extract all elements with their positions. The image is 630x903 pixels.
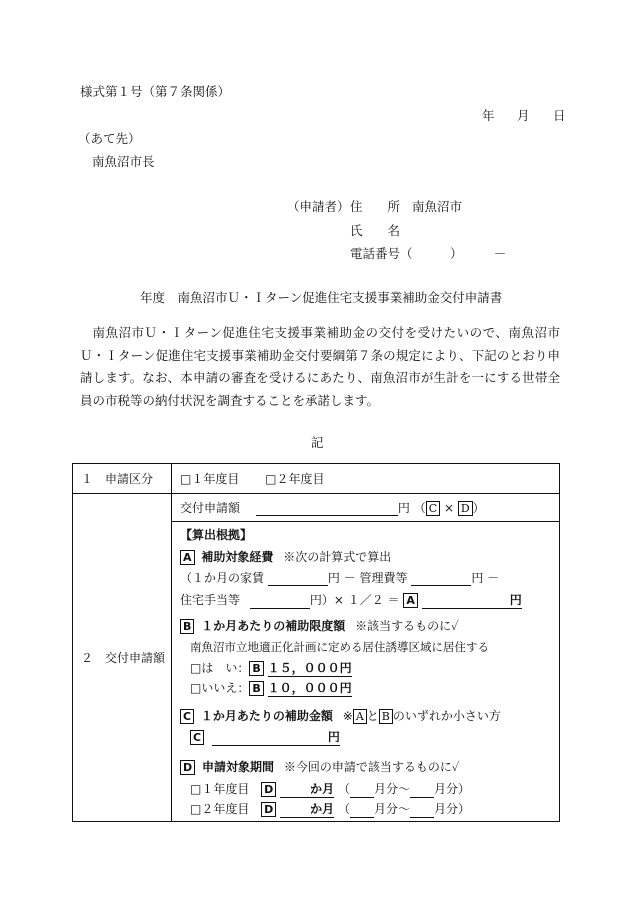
section-d-title: 申請対象期間 xyxy=(201,760,274,774)
a-result-box: A xyxy=(403,593,418,608)
address-label: 住 所 xyxy=(350,199,401,214)
formula-close: ） xyxy=(472,501,485,515)
b-yes-box: B xyxy=(249,661,263,676)
b-no-box: B xyxy=(249,681,263,696)
section-d-letter: D xyxy=(180,760,195,775)
formula-c-box: C xyxy=(426,501,440,516)
basis-cell xyxy=(172,522,560,822)
date-month: 月 xyxy=(517,108,530,123)
request-amount-blank[interactable] xyxy=(256,503,398,516)
date-day: 日 xyxy=(553,108,566,123)
line2-formula: 円）× １／２ ＝ xyxy=(309,593,400,607)
section-c-note-to: と xyxy=(366,709,379,723)
d-year2-months[interactable]: か月 xyxy=(280,800,334,818)
d-year1-from[interactable] xyxy=(350,785,374,798)
d-year1-open: （ xyxy=(337,782,350,796)
d-year1-months[interactable]: か月 xyxy=(280,780,334,798)
option-yes[interactable]: □は い： xyxy=(190,661,250,675)
d-year1-label[interactable]: □１年度目 xyxy=(190,782,250,796)
addressee-label: （あて先） xyxy=(78,131,141,146)
basis-heading: 【算出根拠】 xyxy=(180,528,253,542)
d-year2-mid: 月分～ xyxy=(373,802,410,816)
d-year1-mid: 月分～ xyxy=(373,782,410,796)
c-result-blank[interactable]: 円 xyxy=(212,728,340,746)
section-b-title: １か月あたりの補助限度額 xyxy=(201,619,346,633)
section-b-desc: 南魚沼市立地適正化計画に定める居住誘導区域に居住する xyxy=(190,640,489,654)
b-yes-amount: １５，０００円 xyxy=(267,661,352,675)
line1-end: 円 － xyxy=(471,571,500,585)
d-year2-close: 月分） xyxy=(434,802,471,816)
allowance-label: 住宅手当等 xyxy=(180,593,241,607)
d-year2-box: D xyxy=(261,802,276,817)
section-c-title: １か月あたりの補助金額 xyxy=(200,709,333,723)
section-c-letter: C xyxy=(180,709,194,724)
d-year2-label[interactable]: □２年度目 xyxy=(190,802,250,816)
rent-blank[interactable] xyxy=(268,573,328,586)
row1-label-cell xyxy=(73,464,172,494)
allowance-blank[interactable] xyxy=(250,596,310,609)
d-year1-close: 月分） xyxy=(434,782,471,796)
section-b-note: ※該当するものに✓ xyxy=(355,619,459,633)
formula-open: （ xyxy=(413,501,426,515)
d-year1-box: D xyxy=(261,782,276,797)
request-amount-label: 交付申請額 xyxy=(180,501,241,515)
section-a-letter: A xyxy=(180,550,195,565)
section-d-note: ※今回の申請で該当するものに✓ xyxy=(283,760,460,774)
c-result-box: C xyxy=(190,730,204,745)
phone-label: 電話番号（ ） － xyxy=(350,246,507,261)
section-c-note-prefix: ※ xyxy=(342,709,353,723)
row2-label-cell xyxy=(73,494,172,822)
date-year: 年 xyxy=(482,108,495,123)
name-label: 氏 名 xyxy=(350,223,401,238)
d-year1-to[interactable] xyxy=(410,785,434,798)
formula-d-box: D xyxy=(458,501,473,516)
option-no[interactable]: □いいえ： xyxy=(190,681,250,695)
option-year2[interactable]: □２年度目 xyxy=(265,472,325,486)
b-no-amount: １０，０００円 xyxy=(267,681,352,695)
application-table xyxy=(72,463,560,822)
d-year2-open: （ xyxy=(337,802,350,816)
row2-label: ２ 交付申請額 xyxy=(81,651,166,665)
section-a-title: 補助対象経費 xyxy=(201,550,274,564)
section-a-note: ※次の計算式で算出 xyxy=(283,550,392,564)
row1-label: １ 申請区分 xyxy=(81,472,154,486)
a-result-blank[interactable]: 円 xyxy=(422,591,522,609)
option-year1[interactable]: □１年度目 xyxy=(180,472,240,486)
formula-times: × xyxy=(443,501,455,515)
addressee: 南魚沼市長 xyxy=(92,154,155,169)
section-c-note-suffix: のいずれか小さい方 xyxy=(392,709,501,723)
row1-options-cell xyxy=(172,464,560,494)
ki-mark: 記 xyxy=(311,435,324,450)
document-title: 年度 南魚沼市Ｕ・Ｉターン促進住宅支援事業補助金交付申請書 xyxy=(140,290,503,305)
d-year2-from[interactable] xyxy=(350,805,374,818)
section-c-note-b: B xyxy=(379,709,393,724)
section-c-note-a: A xyxy=(353,709,367,724)
body-paragraph: 南魚沼市Ｕ・Ｉターン促進住宅支援事業補助金の交付を受けたいので、南魚沼市Ｕ・Ｉターン促進住宅支援事業補助金交付要綱第７条の規定により、下記のとおり申請します。なお、本申請の審査を受けるにあたり、南魚沼市が生計を一にする世帯全員の市税等の納付状況を調査することを承諾します。 xyxy=(80,325,560,408)
request-amount-yen: 円 xyxy=(397,501,410,515)
form-number: 様式第１号（第７条関係） xyxy=(80,84,231,99)
management-label: 円 － 管理費等 xyxy=(327,571,408,585)
section-b-letter: B xyxy=(180,619,194,634)
address-value: 南魚沼市 xyxy=(412,199,463,214)
applicant-label: （申請者） xyxy=(287,199,350,214)
rent-label: （１か月の家賃 xyxy=(180,571,265,585)
request-amount-cell xyxy=(172,494,560,522)
d-year2-to[interactable] xyxy=(410,805,434,818)
management-blank[interactable] xyxy=(411,573,471,586)
